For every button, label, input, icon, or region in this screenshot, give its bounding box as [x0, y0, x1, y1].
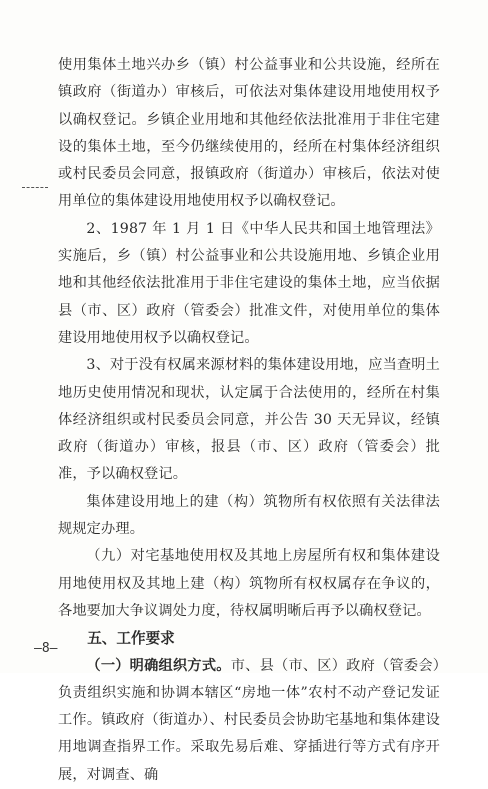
page-number: —8—	[34, 641, 58, 656]
margin-annotation-mark	[22, 187, 48, 188]
paragraph-building-ownership: 集体建设用地上的建（构）筑物所有权依照有关法律法规规定办理。	[58, 493, 440, 538]
paragraph-lead-title: （一）明确组织方式。	[86, 657, 231, 674]
paragraph-item-2: 2、1987 年 1 月 1 日《中华人民共和国土地管理法》实施后，乡（镇）村公益事业和公共设施用地、乡镇企业用地和其他经依法批准用于非住宅建设的集体土地，应当依据县（市、区）政府（管委会）批准文件，对使用单位的集体建设用地使用权予以确权登记。	[58, 220, 440, 346]
paragraph-item-9: （九）对宅基地使用权及其地上房屋所有权和集体建设用地使用权及其地上建（构）筑物所有权权属存在争议的，各地要加大争议调处力度，待权属明晰后再予以确权登记。	[58, 548, 440, 619]
paragraph-organization	[58, 653, 440, 789]
paragraph-continued: 使用集体土地兴办乡（镇）村公益事业和公共设施，经所在镇政府（街道办）审核后，可依法对集体建设用地使用权予以确权登记。乡镇企业用地和其他经依法批准用于非住宅建设的集体土地，至今仍继续使用的，经所在村集体经济组织或村民委员会同意，报镇政府（街道办）审核后，依法对使用单位的集体建设用地使用权予以确权登记。	[58, 57, 440, 210]
document-body	[58, 52, 440, 789]
section-heading: 五、工作要求	[87, 630, 175, 648]
paragraph-item-3: 3、对于没有权属来源材料的集体建设用地，应当查明土地历史使用情况和现状，认定属于合法使用的，经所在村集体经济组织或村民委员会同意，并公告 30 天无异议，经镇政府（街道办）审核，报县（市、区）政府（管委会）批准，予以确权登记。	[58, 357, 440, 483]
paragraph-organization-text: 市、县（市、区）政府（管委会）负责组织实施和协调本辖区“房地一体”农村不动产登记发证工作。镇政府（街道办）、村民委员会协助宅基地和集体建设用地调查指界工作。采取先易后难、穿插进行等方式有序开展，对调查、确	[58, 657, 440, 783]
